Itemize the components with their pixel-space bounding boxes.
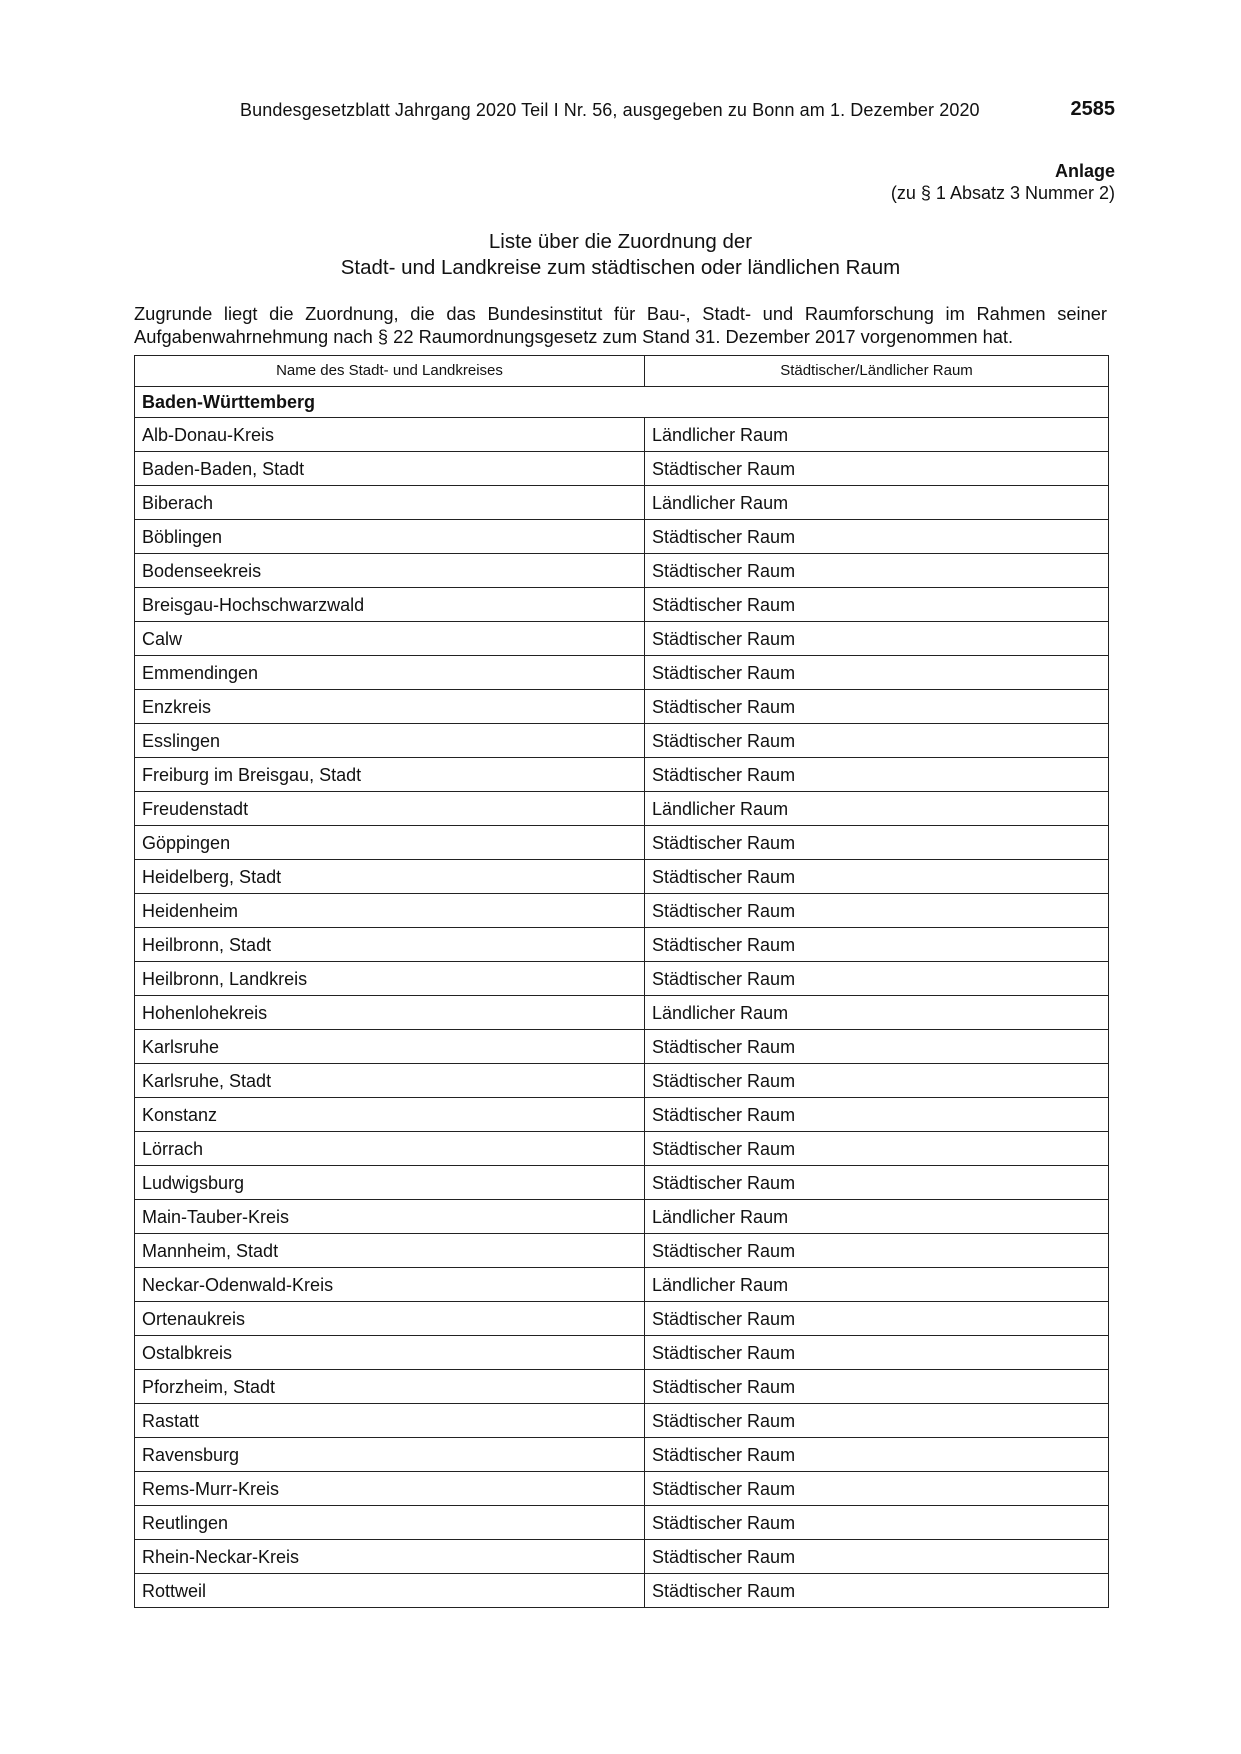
table-row	[135, 1200, 1109, 1234]
title-line-1: Liste über die Zuordnung der	[488, 230, 753, 253]
table-row	[135, 486, 1109, 520]
classification-cell: Städtischer Raum	[645, 1302, 1109, 1336]
classification-cell: Städtischer Raum	[645, 1030, 1109, 1064]
table-row	[135, 588, 1109, 622]
district-name-cell: Enzkreis	[135, 690, 645, 724]
classification-cell: Städtischer Raum	[645, 928, 1109, 962]
district-name-cell: Heidelberg, Stadt	[135, 860, 645, 894]
district-name-cell: Pforzheim, Stadt	[135, 1370, 645, 1404]
table-row	[135, 554, 1109, 588]
classification-cell: Städtischer Raum	[645, 1132, 1109, 1166]
classification-cell: Ländlicher Raum	[645, 792, 1109, 826]
classification-cell: Städtischer Raum	[645, 1234, 1109, 1268]
district-name-cell: Hohenlohekreis	[135, 996, 645, 1030]
district-name-cell: Freudenstadt	[135, 792, 645, 826]
classification-cell: Städtischer Raum	[645, 962, 1109, 996]
classification-cell: Städtischer Raum	[645, 1166, 1109, 1200]
table-row	[135, 758, 1109, 792]
district-name-cell: Rhein-Neckar-Kreis	[135, 1540, 645, 1574]
classification-cell: Städtischer Raum	[645, 1064, 1109, 1098]
classification-cell: Städtischer Raum	[645, 622, 1109, 656]
table-row	[135, 1336, 1109, 1370]
classification-cell: Städtischer Raum	[645, 1404, 1109, 1438]
district-name-cell: Ludwigsburg	[135, 1166, 645, 1200]
document-title	[134, 229, 1107, 281]
table-row	[135, 1472, 1109, 1506]
district-rows	[135, 418, 1109, 1608]
table-row	[135, 418, 1109, 452]
district-name-cell: Main-Tauber-Kreis	[135, 1200, 645, 1234]
table-row	[135, 656, 1109, 690]
classification-cell: Städtischer Raum	[645, 1540, 1109, 1574]
district-name-cell: Ostalbkreis	[135, 1336, 645, 1370]
district-name-cell: Heilbronn, Stadt	[135, 928, 645, 962]
district-name-cell: Mannheim, Stadt	[135, 1234, 645, 1268]
classification-cell: Städtischer Raum	[645, 588, 1109, 622]
column-header-name: Name des Stadt- und Landkreises	[135, 356, 645, 387]
district-name-cell: Emmendingen	[135, 656, 645, 690]
district-name-cell: Ortenaukreis	[135, 1302, 645, 1336]
classification-cell: Städtischer Raum	[645, 554, 1109, 588]
table-row	[135, 792, 1109, 826]
classification-cell: Ländlicher Raum	[645, 996, 1109, 1030]
table-row	[135, 1234, 1109, 1268]
classification-cell: Städtischer Raum	[645, 860, 1109, 894]
table-row	[135, 1132, 1109, 1166]
table-row	[135, 1404, 1109, 1438]
table-row	[135, 996, 1109, 1030]
classification-cell: Städtischer Raum	[645, 656, 1109, 690]
table-row	[135, 1098, 1109, 1132]
classification-cell: Städtischer Raum	[645, 724, 1109, 758]
district-name-cell: Lörrach	[135, 1132, 645, 1166]
district-name-cell: Heilbronn, Landkreis	[135, 962, 645, 996]
table-row	[135, 1268, 1109, 1302]
table-row	[135, 860, 1109, 894]
state-row	[135, 387, 1109, 418]
district-name-cell: Rottweil	[135, 1574, 645, 1608]
annex-block	[891, 160, 1115, 204]
table-row	[135, 1030, 1109, 1064]
table-row	[135, 622, 1109, 656]
district-name-cell: Karlsruhe	[135, 1030, 645, 1064]
table-row	[135, 520, 1109, 554]
classification-cell: Ländlicher Raum	[645, 486, 1109, 520]
classification-cell: Städtischer Raum	[645, 826, 1109, 860]
table-row	[135, 1166, 1109, 1200]
table-row	[135, 1574, 1109, 1608]
district-name-cell: Ravensburg	[135, 1438, 645, 1472]
classification-cell: Städtischer Raum	[645, 758, 1109, 792]
table-row	[135, 690, 1109, 724]
district-name-cell: Böblingen	[135, 520, 645, 554]
table-row	[135, 894, 1109, 928]
classification-cell: Städtischer Raum	[645, 1336, 1109, 1370]
district-name-cell: Reutlingen	[135, 1506, 645, 1540]
page-number: 2585	[1070, 98, 1115, 120]
district-table	[134, 355, 1109, 1608]
district-name-cell: Bodenseekreis	[135, 554, 645, 588]
district-name-cell: Göppingen	[135, 826, 645, 860]
table-row	[135, 724, 1109, 758]
classification-cell: Ländlicher Raum	[645, 1200, 1109, 1234]
district-name-cell: Calw	[135, 622, 645, 656]
district-name-cell: Heidenheim	[135, 894, 645, 928]
classification-cell: Städtischer Raum	[645, 1098, 1109, 1132]
district-name-cell: Biberach	[135, 486, 645, 520]
district-name-cell: Neckar-Odenwald-Kreis	[135, 1268, 645, 1302]
district-name-cell: Rems-Murr-Kreis	[135, 1472, 645, 1506]
classification-cell: Ländlicher Raum	[645, 1268, 1109, 1302]
title-line-2: Stadt- und Landkreise zum städtischen oder ländlichen Raum	[340, 256, 901, 279]
classification-cell: Städtischer Raum	[645, 690, 1109, 724]
district-name-cell: Freiburg im Breisgau, Stadt	[135, 758, 645, 792]
annex-label: Anlage	[1054, 161, 1115, 181]
table-row	[135, 826, 1109, 860]
table-row	[135, 1370, 1109, 1404]
district-name-cell: Baden-Baden, Stadt	[135, 452, 645, 486]
district-name-cell: Breisgau-Hochschwarzwald	[135, 588, 645, 622]
classification-cell: Ländlicher Raum	[645, 418, 1109, 452]
district-name-cell: Alb-Donau-Kreis	[135, 418, 645, 452]
column-header-classification: Städtischer/Ländlicher Raum	[645, 356, 1109, 387]
table-row	[135, 928, 1109, 962]
table-header-row	[135, 356, 1109, 387]
classification-cell: Städtischer Raum	[645, 1472, 1109, 1506]
classification-cell: Städtischer Raum	[645, 452, 1109, 486]
district-name-cell: Rastatt	[135, 1404, 645, 1438]
table-row	[135, 1302, 1109, 1336]
annex-reference: (zu § 1 Absatz 3 Nummer 2)	[890, 183, 1115, 203]
classification-cell: Städtischer Raum	[645, 1438, 1109, 1472]
table-row	[135, 962, 1109, 996]
district-name-cell: Konstanz	[135, 1098, 645, 1132]
state-name: Baden-Württemberg	[135, 387, 1109, 418]
table-row	[135, 1064, 1109, 1098]
table-row	[135, 1540, 1109, 1574]
table-row	[135, 1438, 1109, 1472]
classification-cell: Städtischer Raum	[645, 1574, 1109, 1608]
table-row	[135, 452, 1109, 486]
classification-cell: Städtischer Raum	[645, 520, 1109, 554]
district-name-cell: Karlsruhe, Stadt	[135, 1064, 645, 1098]
district-name-cell: Esslingen	[135, 724, 645, 758]
running-header: Bundesgesetzblatt Jahrgang 2020 Teil I Nr. 56, ausgegeben zu Bonn am 1. Dezember 2020	[240, 100, 980, 120]
table-row	[135, 1506, 1109, 1540]
classification-cell: Städtischer Raum	[645, 894, 1109, 928]
classification-cell: Städtischer Raum	[645, 1506, 1109, 1540]
intro-paragraph: Zugrunde liegt die Zuordnung, die das Bundesinstitut für Bau-, Stadt- und Raumforschung im Rahmen seiner Aufgabenwahrnehmung nach § 22 Raumordnungsgesetz zum Stand 31. Dezember 2017 vorgenommen hat.	[134, 303, 1107, 347]
classification-cell: Städtischer Raum	[645, 1370, 1109, 1404]
